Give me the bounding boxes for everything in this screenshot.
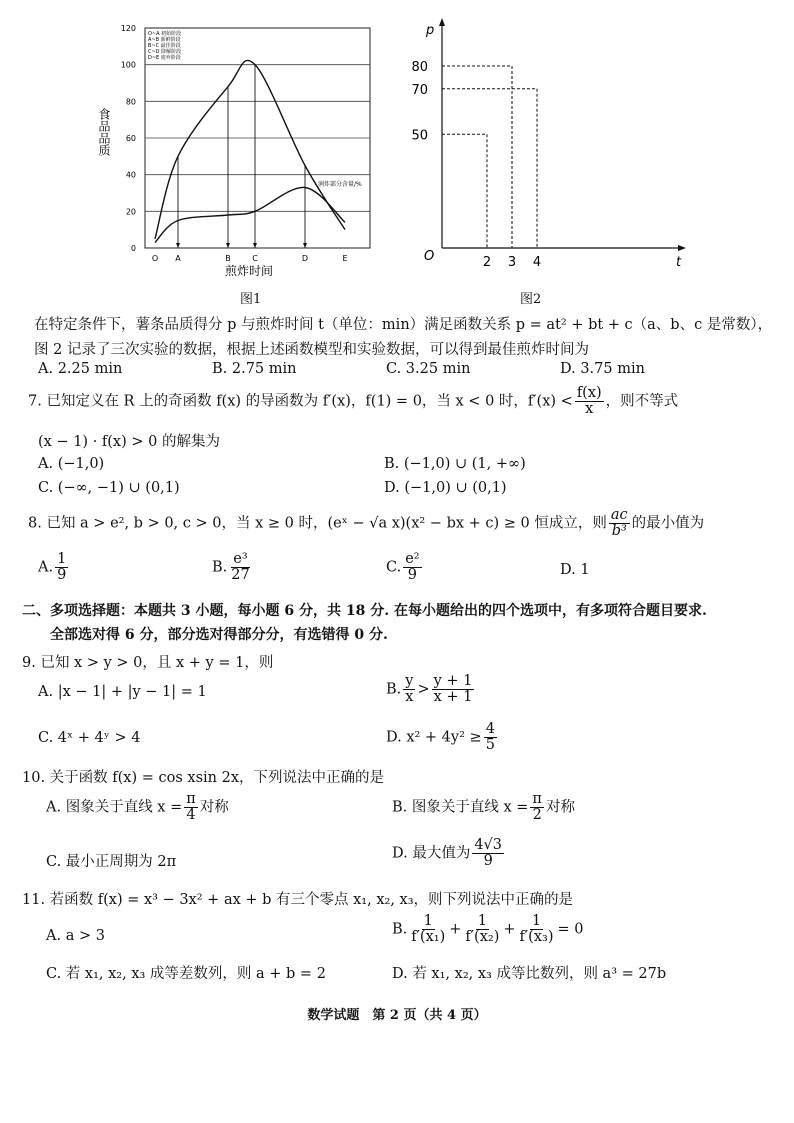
- fig2-ytick: 50: [411, 128, 428, 144]
- figure-1-chart: [90, 18, 390, 280]
- q11-option-a: A. a > 3: [46, 928, 105, 944]
- q9-option-d: D. x² + 4y² ≥ $\frac{4}{5}$: [386, 721, 495, 754]
- fig1-ytick: 0: [130, 244, 136, 253]
- fig1-xlabel: 煎炸时间: [225, 264, 274, 278]
- fig2-xtick: 3: [507, 255, 517, 268]
- fig1-ytick: 80: [125, 97, 136, 107]
- fig1-legend-item: A~B 新鲜阶段: [148, 37, 181, 43]
- q9-option-c: C. 4ˣ + 4ʸ > 4: [38, 730, 141, 746]
- q9-option-b: B. $\frac{y}{x}$ > $\frac{y + 1}{x + 1}$: [386, 673, 473, 706]
- q11-option-c: C. 若 x₁, x₂, x₃ 成等差数列，则 a + b = 2: [46, 966, 326, 982]
- fig2-origin: O: [424, 249, 435, 264]
- fig1-xtick: E: [342, 254, 348, 263]
- q7-option-d: D. (−1,0) ∪ (0,1): [384, 480, 507, 496]
- q8-stem: 8. 已知 a > e², b > 0, c > 0，当 x ≥ 0 时，(eˣ − √a x)(x² − bx + c) ≥ 0 恒成立，则 $\frac{ac}{\text{b³}}$ 的最小值为: [28, 507, 705, 540]
- section-2-note: 全部选对得 6 分，部分选对得部分分，有选错得 0 分.: [50, 627, 388, 643]
- fig1-xtick: O: [151, 254, 159, 263]
- q10-option-d: D. 最大值为 $\frac{4√3}{9}$: [392, 837, 503, 870]
- q11-option-d: D. 若 x₁, x₂, x₃ 成等比数列，则 a³ = 27b: [392, 966, 667, 982]
- q6-option-d: D. 3.75 min: [560, 361, 645, 377]
- fig1-curve-label: 润炸部分含量/%: [318, 181, 362, 188]
- q7-option-b: B. (−1,0) ∪ (1, +∞): [384, 456, 526, 472]
- q8-option-b: B. $\frac{\text{e³}}{27}$: [212, 551, 250, 584]
- fig1-ylabel: 食品品质: [97, 108, 111, 156]
- fig1-xtick: B: [225, 254, 231, 263]
- q10-option-c: C. 最小正周期为 2π: [46, 854, 177, 870]
- q7-option-c: C. (−∞, −1) ∪ (0,1): [38, 480, 180, 496]
- q7-stem: 7. 已知定义在 R 上的奇函数 f(x) 的导函数为 f′(x)，f(1) = 0，当 x < 0 时，f′(x) < $\frac{f(x)}{x}$ ，则不等式: [28, 385, 679, 418]
- figure-1-caption: 图1: [240, 292, 262, 307]
- fig1-legend-item: C~D 降解阶段: [148, 49, 182, 55]
- fig2-xtick: 2: [482, 255, 492, 268]
- fig2-ytick: 80: [411, 60, 428, 75]
- q11-stem: 11. 若函数 f(x) = x³ − 3x² + ax + b 有三个零点 x₁, x₂, x₃，则下列说法中正确的是: [22, 892, 574, 908]
- q8-option-d: D. 1: [560, 562, 590, 578]
- q8-option-a: A. $\frac{1}{9}$: [38, 551, 67, 584]
- q10-option-a: A. 图象关于直线 x = $\frac{\pi}{4}$ 对称: [46, 791, 229, 824]
- q9-option-a: A. |x − 1| + |y − 1| = 1: [38, 684, 207, 700]
- page-footer: 数学试题 第 2 页（共 4 页）: [307, 1008, 487, 1023]
- q9-stem: 9. 已知 x > y > 0，且 x + y = 1，则: [22, 655, 274, 671]
- q8-option-c: C. $\frac{\text{e²}}{9}$: [386, 551, 420, 584]
- q10-stem: 10. 关于函数 f(x) = cos xsin 2x，下列说法中正确的是: [22, 770, 385, 786]
- fig1-legend-item: B~C 最佳阶段: [148, 43, 181, 49]
- q7-option-a: A. (−1,0): [38, 456, 105, 472]
- q7-stem-2: (x − 1) · f(x) > 0 的解集为: [38, 434, 220, 450]
- q6-option-c: C. 3.25 min: [386, 361, 471, 377]
- intro-line-2: 图 2 记录了三次实验的数据，根据上述函数模型和实验数据，可以得到最佳煎炸时间为: [34, 342, 589, 358]
- q6-option-b: B. 2.75 min: [212, 361, 297, 377]
- fig1-ytick: 40: [125, 170, 136, 180]
- fig1-xtick: C: [252, 254, 258, 263]
- q6-option-a: A. 2.25 min: [38, 361, 123, 377]
- q11-option-b: B. $\frac{1}{\text{f′(x₁)}}$ + $\frac{1}{\text{f′(x₂)}}$ + $\frac{1}{\text{f′(x₃)}}$ = 0: [392, 913, 584, 946]
- fig1-xtick: A: [175, 254, 181, 263]
- quality-curve: [155, 60, 345, 238]
- figure-2-chart: [410, 18, 690, 268]
- fig2-y-axis-label: p: [426, 23, 435, 38]
- q10-option-b: B. 图象关于直线 x = $\frac{\pi}{2}$ 对称: [392, 791, 575, 824]
- fig1-ytick: 120: [120, 24, 136, 33]
- figure-2-caption: 图2: [520, 292, 542, 307]
- oil-content-curve: [155, 187, 345, 242]
- fig1-ytick: 60: [125, 134, 136, 143]
- fig1-xtick: D: [301, 254, 309, 263]
- fig2-x-axis-label: t: [676, 255, 682, 268]
- intro-line-1: 在特定条件下，薯条品质得分 p 与煎炸时间 t（单位：min）满足函数关系 p = at² + bt + c（a、b、c 是常数），: [34, 317, 773, 333]
- fig1-legend-item: O~A 初始阶段: [148, 31, 182, 37]
- fig1-ytick: 100: [120, 60, 136, 70]
- fig1-ytick: 20: [125, 207, 136, 217]
- fig2-ytick: 70: [411, 82, 428, 98]
- fig2-xtick: 4: [532, 255, 542, 268]
- section-2-heading: 二、多项选择题：本题共 3 小题，每小题 6 分，共 18 分. 在每小题给出的四个选项中，有多项符合题目要求.: [22, 603, 707, 619]
- fig1-legend-item: D~E 废弃阶段: [148, 55, 181, 61]
